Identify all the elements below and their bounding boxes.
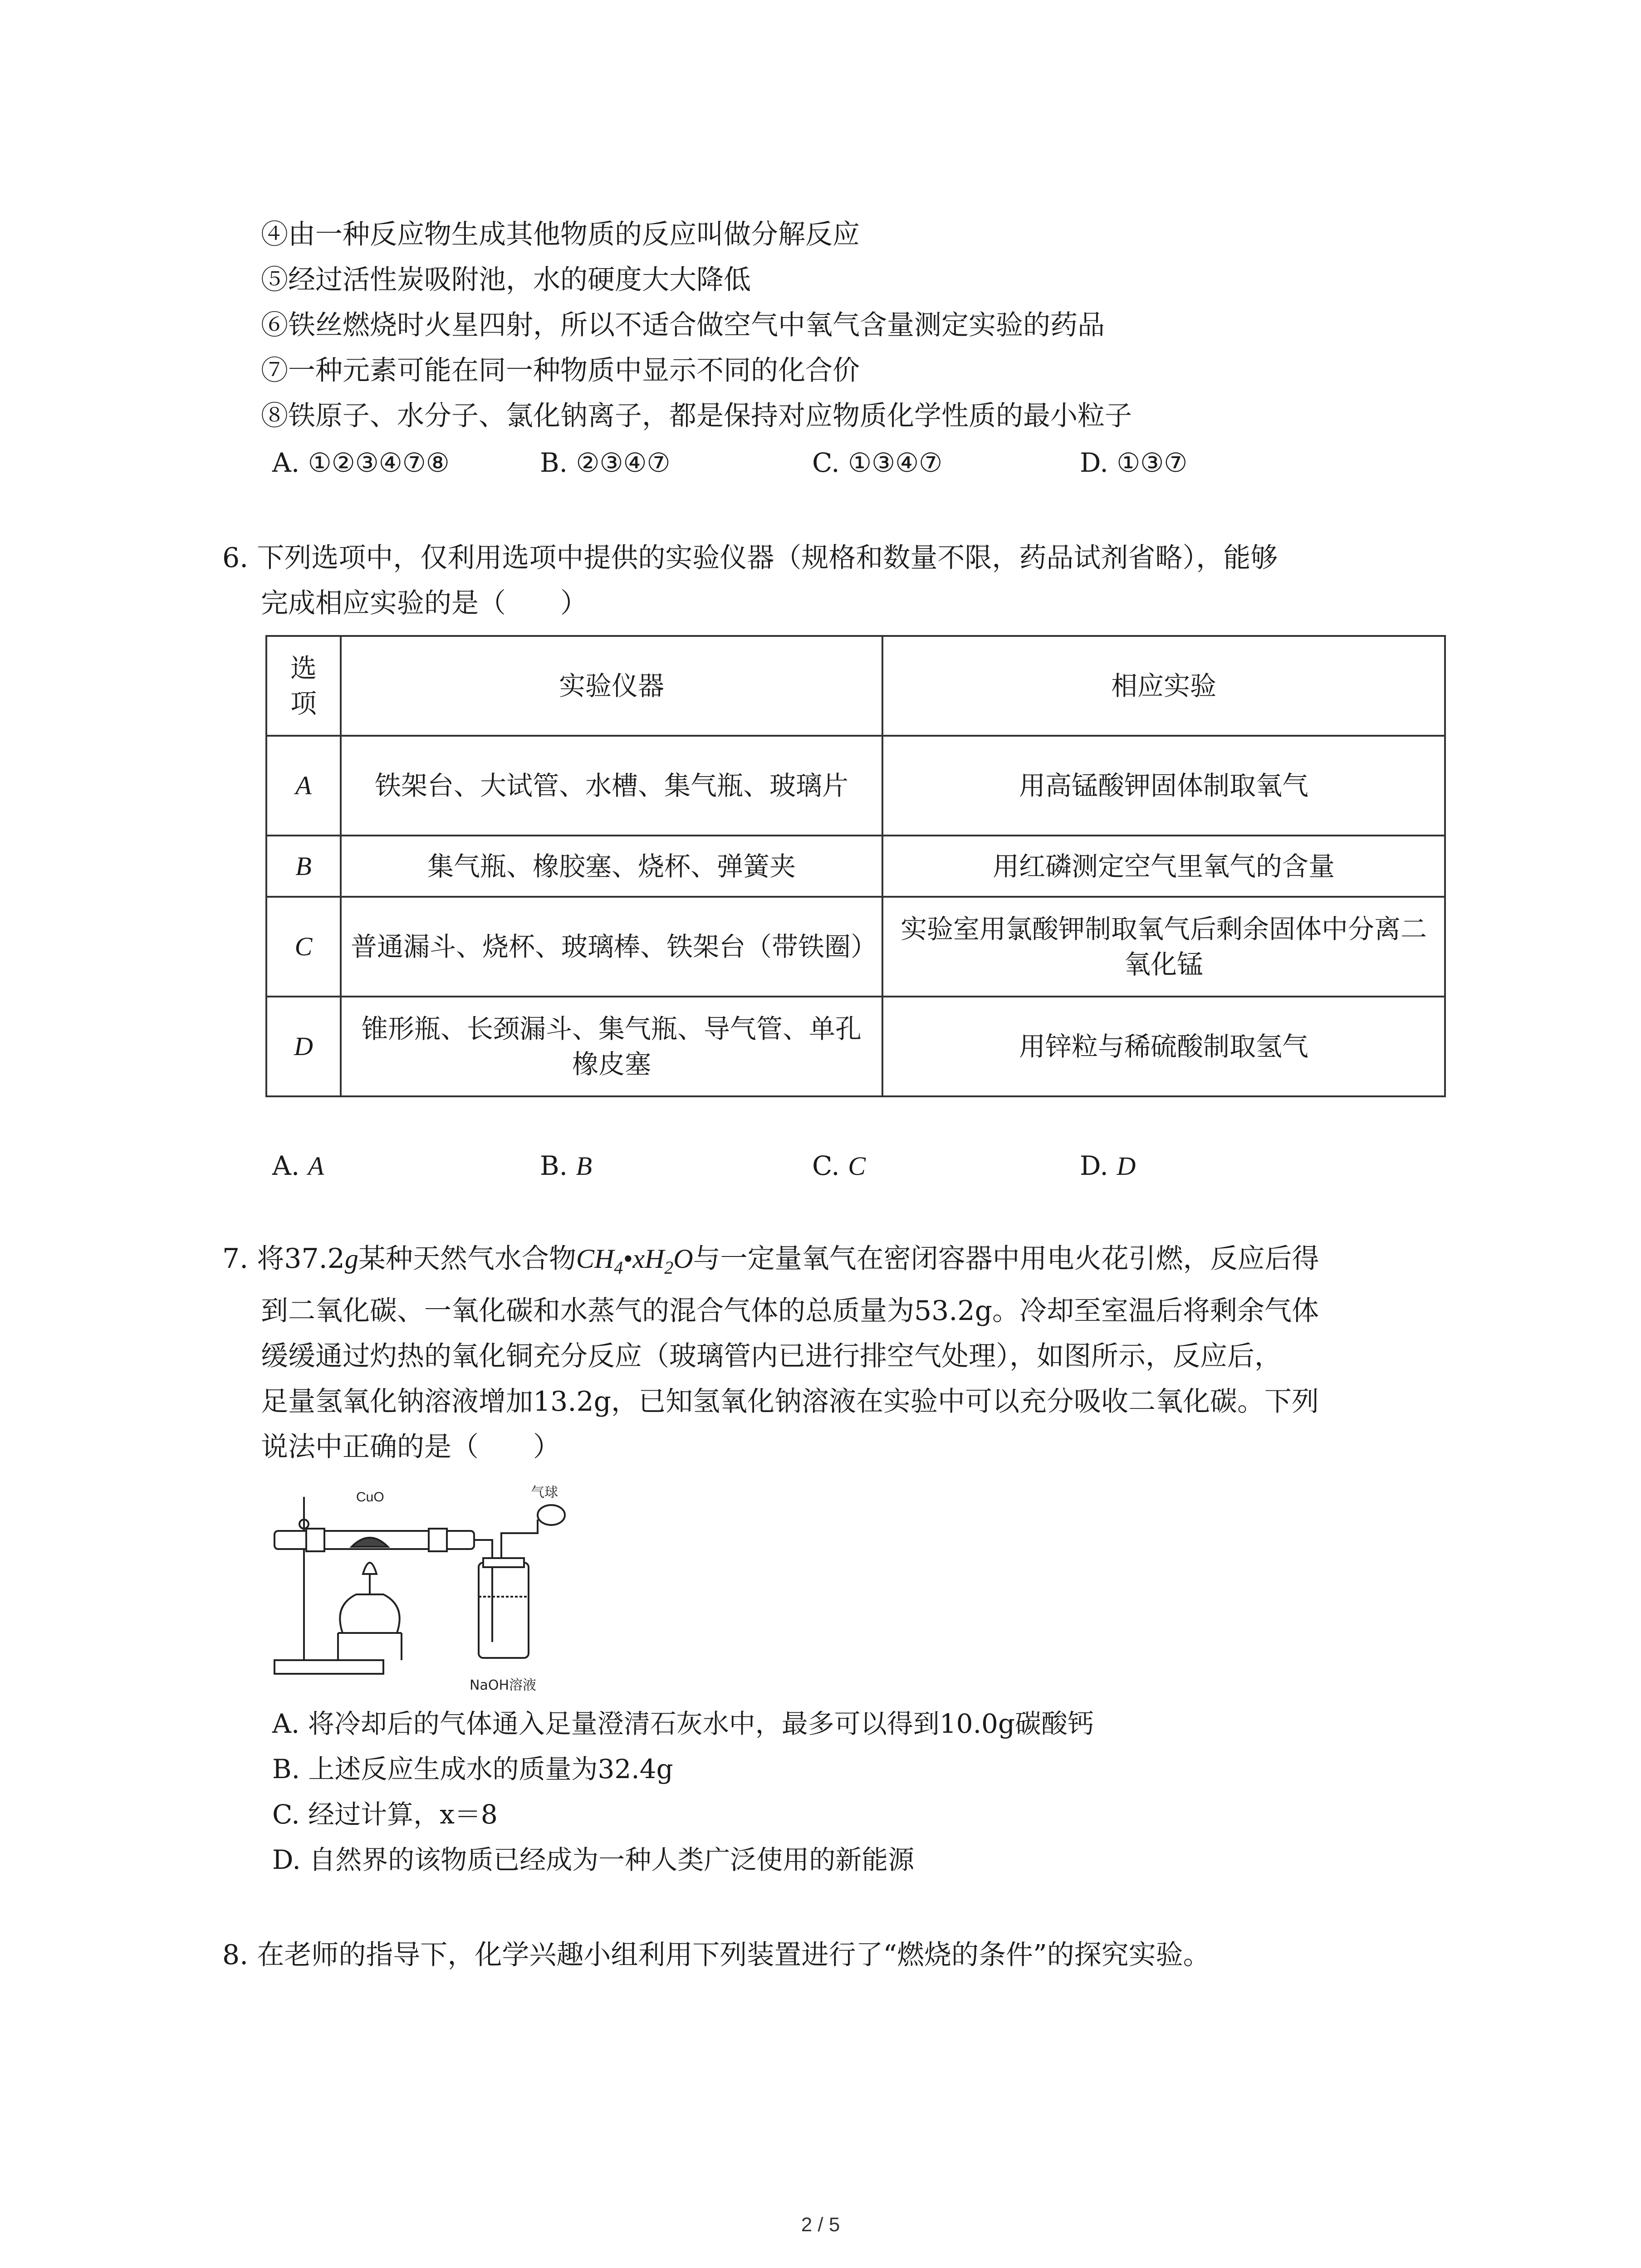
row-option-label: C [266, 897, 341, 997]
statement-5: ⑤经过活性炭吸附池，水的硬度大大降低 [261, 264, 751, 296]
row-option-label: B [266, 836, 341, 897]
row-apparatus: 普通漏斗、烧杯、玻璃棒、铁架台（带铁圈） [341, 897, 882, 997]
q7-option-d[interactable]: D. 自然界的该物质已经成为一种人类广泛使用的新能源 [272, 1844, 915, 1875]
balloon-label: 气球 [531, 1485, 558, 1501]
row-experiment: 实验室用氯酸钾制取氧气后剩余固体中分离二氧化锰 [882, 897, 1445, 997]
q6-option-c[interactable]: C. C [812, 1150, 866, 1181]
statement-8: ⑧铁原子、水分子、氯化钠离子，都是保持对应物质化学性质的最小粒子 [261, 400, 1132, 432]
table-row [266, 836, 1445, 897]
lamp-flame [363, 1563, 377, 1574]
wash-bottle [479, 1563, 529, 1658]
q6-apparatus-table [265, 635, 1446, 1097]
row-apparatus: 铁架台、大试管、水槽、集气瓶、玻璃片 [341, 736, 882, 836]
alcohol-lamp [340, 1594, 399, 1633]
row-apparatus: 集气瓶、橡胶塞、烧杯、弹簧夹 [341, 836, 882, 897]
naoh-label: NaOH溶液 [470, 1677, 536, 1693]
row-option-label: D [266, 997, 341, 1096]
q7-stem-line4: 足量氢氧化钠溶液增加13.2g，已知氢氧化钠溶液在实验中可以充分吸收二氧化碳。下列 [261, 1386, 1319, 1418]
q7-option-a[interactable]: A. 将冷却后的气体通入足量澄清石灰水中，最多可以得到10.0g碳酸钙 [272, 1708, 1094, 1739]
row-experiment: 用锌粒与稀硫酸制取氢气 [882, 997, 1445, 1096]
statement-7: ⑦一种元素可能在同一种物质中显示不同的化合价 [261, 355, 860, 386]
header-option: 选项 [266, 636, 341, 736]
prev-option-c[interactable]: C. ①③④⑦ [812, 447, 943, 478]
q7-stem-line2: 到二氧化碳、一氧化碳和水蒸气的混合气体的总质量为53.2g。冷却至室温后将剩余气体 [261, 1295, 1319, 1327]
row-option-label: A [266, 736, 341, 836]
cuo-label: CuO [356, 1490, 384, 1505]
table-header-row [266, 636, 1445, 736]
table-row [266, 736, 1445, 836]
apparatus-figure [265, 1483, 592, 1696]
row-experiment: 用红磷测定空气里氧气的含量 [882, 836, 1445, 897]
q8-stem: 8. 在老师的指导下，化学兴趣小组利用下列装置进行了“燃烧的条件”的探究实验。 [222, 1939, 1210, 1971]
page-number: 2 / 5 [801, 2214, 840, 2236]
q7-option-b[interactable]: B. 上述反应生成水的质量为32.4g [272, 1754, 673, 1784]
prev-option-a[interactable]: A. ①②③④⑦⑧ [272, 447, 450, 478]
row-apparatus: 锥形瓶、长颈漏斗、集气瓶、导气管、单孔橡皮塞 [341, 997, 882, 1096]
q7-stem-line3: 缓缓通过灼热的氧化铜充分反应（玻璃管内已进行排空气处理），如图所示，反应后， [261, 1340, 1282, 1372]
table-row [266, 997, 1445, 1096]
q6-stem-line1: 6. 下列选项中，仅利用选项中提供的实验仪器（规格和数量不限，药品试剂省略），能够 [222, 542, 1278, 574]
balloon [538, 1505, 565, 1525]
header-apparatus: 实验仪器 [341, 636, 882, 736]
q6-option-d[interactable]: D. D [1080, 1150, 1136, 1181]
stand-base [274, 1660, 383, 1674]
row-experiment: 用高锰酸钾固体制取氧气 [882, 736, 1445, 836]
statement-4: ④由一种反应物生成其他物质的反应叫做分解反应 [261, 219, 860, 250]
prev-option-b[interactable]: B. ②③④⑦ [540, 447, 671, 478]
q7-stem-line5: 说法中正确的是（ ） [261, 1431, 560, 1463]
q6-stem-line2: 完成相应实验的是（ ） [261, 587, 588, 619]
q6-option-b[interactable]: B. B [540, 1150, 592, 1181]
q7-stem-line1: 7. 将37.2g某种天然气水合物$CH_4•xH_2O$与一定量氧气在密闭容器中用电火花引燃，反应后得 [222, 1243, 1319, 1278]
q6-option-a[interactable]: A. A [272, 1150, 324, 1181]
header-experiment: 相应实验 [882, 636, 1445, 736]
prev-option-d[interactable]: D. ①③⑦ [1080, 447, 1188, 478]
table-row [266, 897, 1445, 997]
statement-6: ⑥铁丝燃烧时火星四射，所以不适合做空气中氧气含量测定实验的药品 [261, 309, 1105, 341]
q7-option-c[interactable]: C. 经过计算，x＝8 [272, 1799, 498, 1830]
